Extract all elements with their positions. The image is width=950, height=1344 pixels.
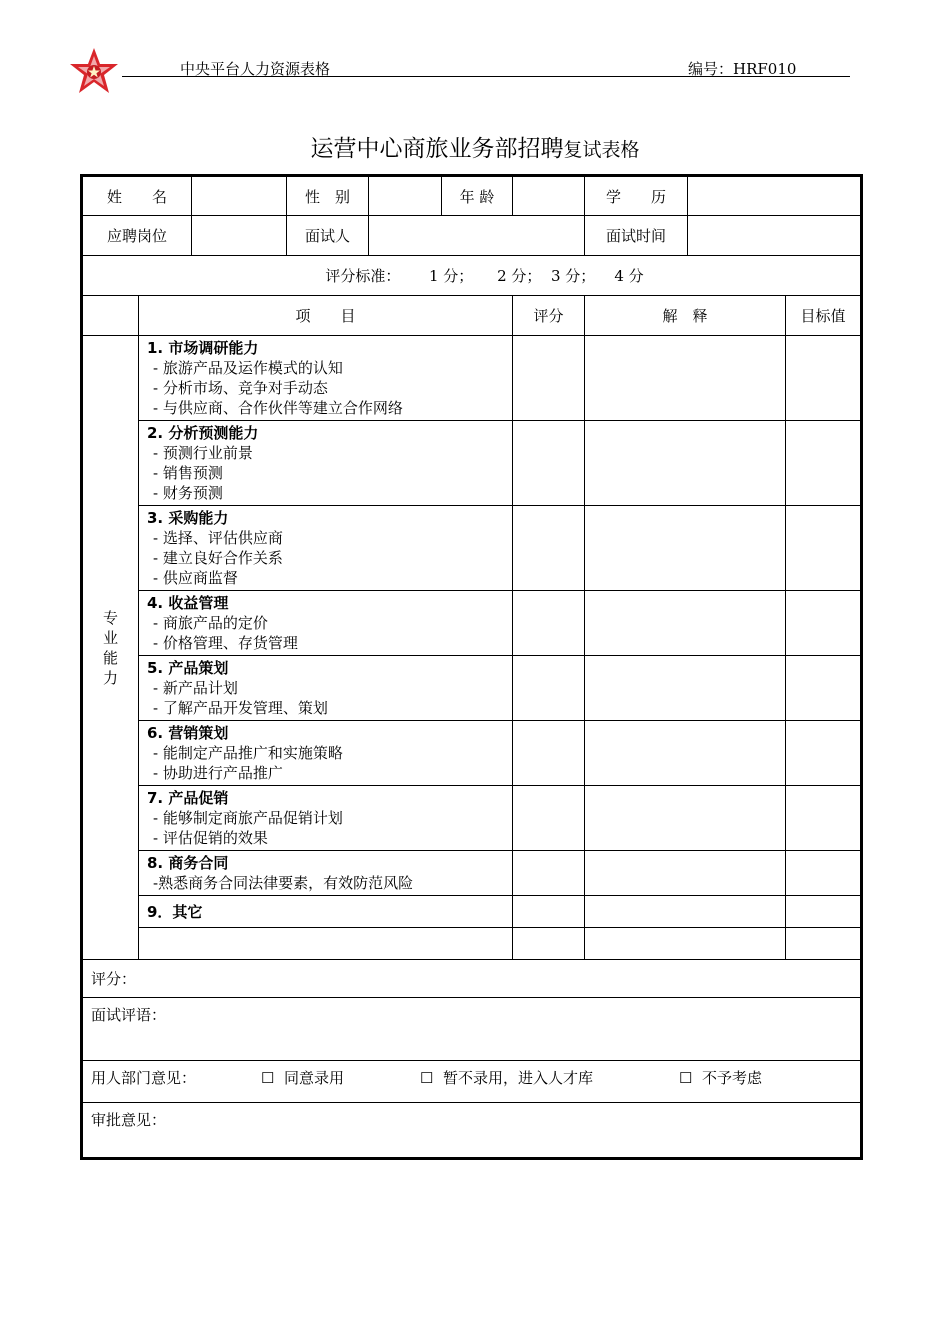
item-8-title: 8. 商务合同 — [147, 854, 229, 872]
item-4-line-2: - 价格管理、存货管理 — [153, 634, 298, 652]
score-1: 1 分； — [428, 267, 474, 285]
title-sub: 复试表格 — [563, 139, 640, 161]
item-4-target[interactable] — [786, 591, 862, 656]
item-6-line-1: - 能制定产品推广和实施策略 — [153, 744, 343, 762]
interviewer-label: 面试人 — [287, 216, 369, 256]
section-header-blank — [82, 296, 139, 336]
comment-row — [82, 998, 862, 1061]
option-accept[interactable] — [261, 1067, 344, 1088]
option-accept-label: 同意录用 — [284, 1069, 345, 1087]
age-label: 年 龄 — [442, 176, 513, 216]
item-9-title: 9．其它 — [147, 902, 203, 921]
checkbox-icon[interactable]: ☐ — [679, 1069, 693, 1087]
item-3-explain[interactable] — [585, 506, 786, 591]
item-5-explain[interactable] — [585, 656, 786, 721]
option-talent-pool-label: 暂不录用，进入人才库 — [443, 1069, 594, 1087]
item-3 — [139, 506, 513, 591]
blank-target[interactable] — [786, 928, 862, 960]
item-row-9 — [82, 896, 862, 928]
education-label: 学 历 — [585, 176, 688, 216]
item-2-title: 2. 分析预测能力 — [147, 424, 259, 442]
item-3-line-2: - 建立良好合作关系 — [153, 549, 283, 567]
item-3-title: 3. 采购能力 — [147, 509, 229, 527]
item-8-score[interactable] — [513, 851, 585, 896]
item-7-score[interactable] — [513, 786, 585, 851]
item-1-explain[interactable] — [585, 336, 786, 421]
col-score: 评分 — [513, 296, 585, 336]
item-7-target[interactable] — [786, 786, 862, 851]
item-7-title: 7. 产品促销 — [147, 789, 229, 807]
item-8-explain[interactable] — [585, 851, 786, 896]
item-2 — [139, 421, 513, 506]
item-1-line-1: - 旅游产品及运作模式的认知 — [153, 359, 343, 377]
col-item: 项 目 — [139, 296, 513, 336]
item-6-explain[interactable] — [585, 721, 786, 786]
basic-info-row-2 — [82, 216, 862, 256]
age-field[interactable] — [513, 176, 585, 216]
form-code-value: HRF010 — [733, 60, 797, 78]
item-2-score[interactable] — [513, 421, 585, 506]
comment-field[interactable] — [82, 998, 862, 1061]
blank-item[interactable] — [139, 928, 513, 960]
interview-time-label: 面试时间 — [585, 216, 688, 256]
item-3-line-3: - 供应商监督 — [153, 569, 238, 587]
item-6-line-2: - 协助进行产品推广 — [153, 764, 283, 782]
item-4-title: 4. 收益管理 — [147, 594, 229, 612]
total-score-field[interactable] — [82, 960, 862, 998]
checkbox-icon[interactable]: ☐ — [261, 1069, 275, 1087]
item-row-1 — [82, 336, 862, 421]
name-label: 姓 名 — [82, 176, 192, 216]
item-9-score[interactable] — [513, 896, 585, 928]
item-row-3 — [82, 506, 862, 591]
item-1-target[interactable] — [786, 336, 862, 421]
interviewer-field[interactable] — [369, 216, 585, 256]
item-8-target[interactable] — [786, 851, 862, 896]
item-1-line-3: - 与供应商、合作伙伴等建立合作网络 — [153, 399, 403, 417]
score-4: 4 分 — [614, 267, 644, 285]
basic-info-row-1 — [82, 176, 862, 216]
interview-time-field[interactable] — [688, 216, 862, 256]
item-row-7 — [82, 786, 862, 851]
item-7 — [139, 786, 513, 851]
dept-opinion-row — [82, 1061, 862, 1103]
gender-field[interactable] — [369, 176, 442, 216]
interview-form-table — [80, 174, 863, 1160]
item-9-target[interactable] — [786, 896, 862, 928]
item-5-line-1: - 新产品计划 — [153, 679, 238, 697]
item-6-target[interactable] — [786, 721, 862, 786]
dept-opinion — [82, 1061, 862, 1103]
item-1 — [139, 336, 513, 421]
header-divider — [122, 76, 850, 77]
dept-opinion-label: 用人部门意见： — [91, 1069, 197, 1087]
col-explain: 解 释 — [585, 296, 786, 336]
item-5-score[interactable] — [513, 656, 585, 721]
item-1-score[interactable] — [513, 336, 585, 421]
item-6-title: 6. 营销策划 — [147, 724, 229, 742]
item-2-line-1: - 预测行业前景 — [153, 444, 253, 462]
red-star-logo-icon — [68, 46, 120, 98]
item-7-line-1: - 能够制定商旅产品促销计划 — [153, 809, 343, 827]
item-6-score[interactable] — [513, 721, 585, 786]
item-8-line-1: -熟悉商务合同法律要素，有效防范风险 — [153, 874, 414, 892]
scoring-standard-row — [82, 256, 862, 296]
item-2-line-2: - 销售预测 — [153, 464, 223, 482]
section-char-2: 业 — [102, 628, 118, 647]
approval-row — [82, 1103, 862, 1159]
option-reject[interactable] — [679, 1067, 762, 1088]
blank-score[interactable] — [513, 928, 585, 960]
item-2-line-3: - 财务预测 — [153, 484, 223, 502]
position-label: 应聘岗位 — [82, 216, 192, 256]
position-field[interactable] — [192, 216, 287, 256]
item-7-explain[interactable] — [585, 786, 786, 851]
item-9-explain[interactable] — [585, 896, 786, 928]
item-1-line-2: - 分析市场、竞争对手动态 — [153, 379, 328, 397]
org-name: 中央平台人力资源表格 — [180, 60, 331, 78]
item-5-line-2: - 了解产品开发管理、策划 — [153, 699, 328, 717]
section-char-1: 专 — [102, 608, 118, 627]
title-main: 运营中心商旅业务部招聘 — [310, 136, 564, 162]
item-5-target[interactable] — [786, 656, 862, 721]
scoring-standard-label: 评分标准： — [325, 267, 401, 285]
page-title — [0, 130, 950, 163]
item-row-4 — [82, 591, 862, 656]
name-field[interactable] — [192, 176, 287, 216]
section-char-4: 力 — [102, 668, 118, 687]
scoring-standard — [82, 256, 862, 296]
column-header-row — [82, 296, 862, 336]
gender-label: 性 别 — [287, 176, 369, 216]
option-talent-pool[interactable] — [420, 1067, 593, 1088]
item-2-explain[interactable] — [585, 421, 786, 506]
item-row-blank — [82, 928, 862, 960]
approval-label: 审批意见： — [91, 1111, 167, 1129]
item-row-6 — [82, 721, 862, 786]
item-4-explain[interactable] — [585, 591, 786, 656]
item-3-score[interactable] — [513, 506, 585, 591]
item-row-5 — [82, 656, 862, 721]
item-row-2 — [82, 421, 862, 506]
item-3-target[interactable] — [786, 506, 862, 591]
item-4-score[interactable] — [513, 591, 585, 656]
item-9 — [139, 896, 513, 928]
item-7-line-2: - 评估促销的效果 — [153, 829, 268, 847]
score-2: 2 分； — [497, 267, 542, 285]
item-4-line-1: - 商旅产品的定价 — [153, 614, 268, 632]
score-3: 3 分； — [550, 267, 596, 285]
item-3-line-1: - 选择、评估供应商 — [153, 529, 283, 547]
total-score-row — [82, 960, 862, 998]
form-code-label: 编号： — [688, 60, 734, 78]
item-1-title: 1. 市场调研能力 — [147, 339, 259, 357]
col-target: 目标值 — [786, 296, 862, 336]
option-reject-label: 不予考虑 — [702, 1069, 763, 1087]
approval-field[interactable] — [82, 1103, 862, 1159]
checkbox-icon[interactable]: ☐ — [420, 1069, 434, 1087]
item-4 — [139, 591, 513, 656]
total-score-label: 评分： — [91, 970, 137, 988]
item-5 — [139, 656, 513, 721]
section-char-3: 能 — [102, 648, 118, 667]
item-row-8 — [82, 851, 862, 896]
item-6 — [139, 721, 513, 786]
blank-explain[interactable] — [585, 928, 786, 960]
section-professional-ability — [82, 336, 139, 960]
item-2-target[interactable] — [786, 421, 862, 506]
item-5-title: 5. 产品策划 — [147, 659, 229, 677]
education-field[interactable] — [688, 176, 862, 216]
item-8 — [139, 851, 513, 896]
comment-label: 面试评语： — [91, 1006, 167, 1024]
